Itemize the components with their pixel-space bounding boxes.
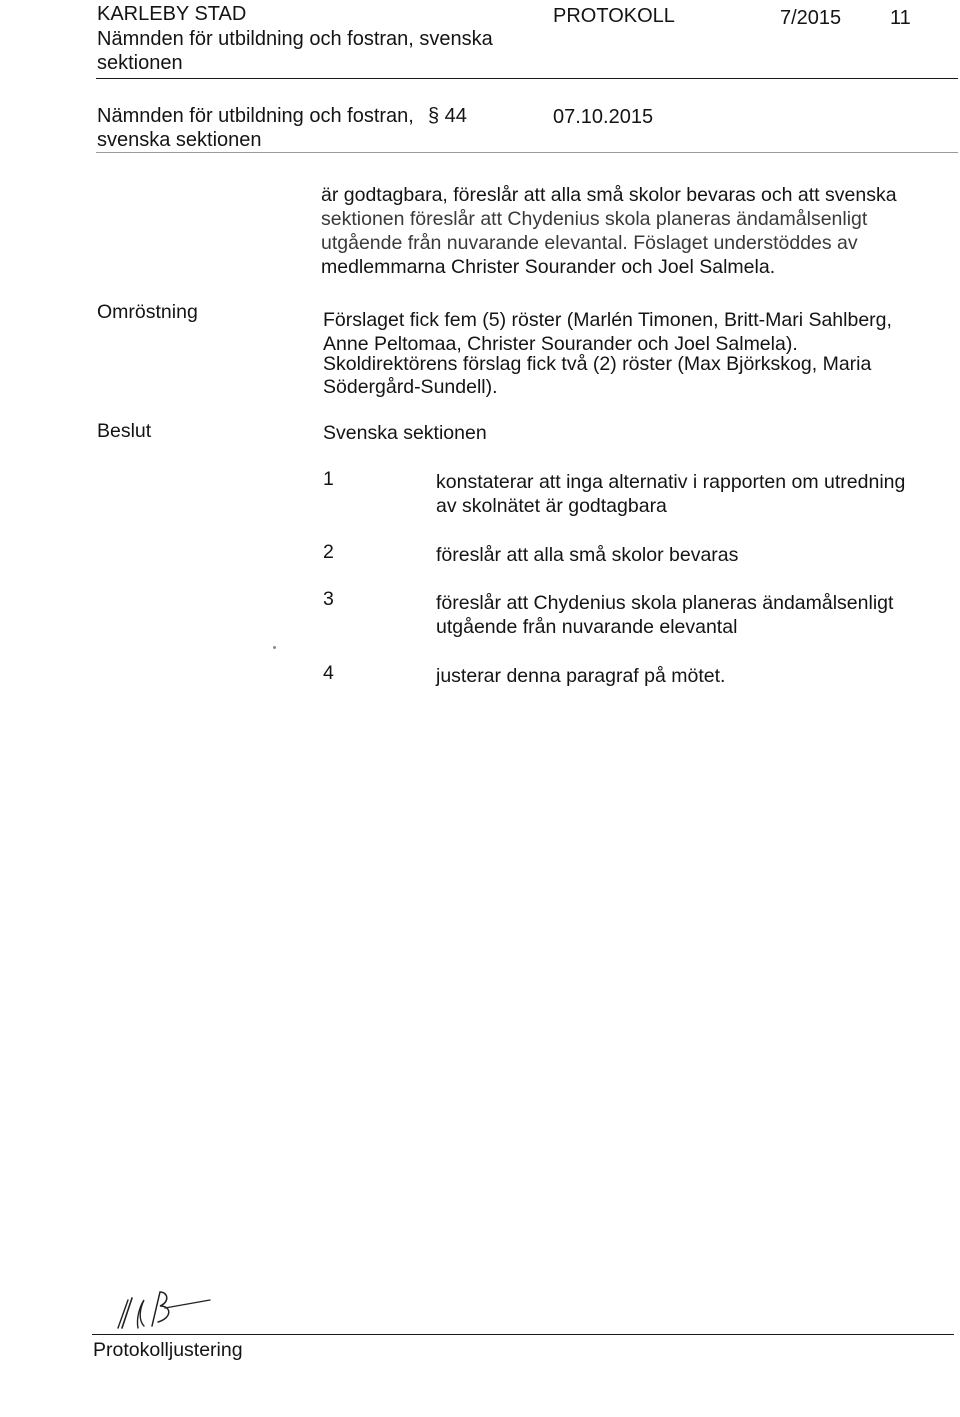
subheader-rule: [96, 152, 958, 153]
continuation-line: medlemmarna Christer Sourander och Joel Salmela.: [321, 256, 776, 278]
decision-item-number: 4: [323, 662, 334, 684]
decision-item-text: föreslår att Chydenius skola planeras ändamålsenligt: [436, 592, 894, 614]
decision-item-text: konstaterar att inga alternativ i rapporten om utredning: [436, 471, 906, 493]
decision-item-text: justerar denna paragraf på mötet.: [436, 665, 726, 687]
document-number: 7/2015: [780, 7, 842, 29]
signature-initials: [110, 1278, 230, 1338]
footer-label: Protokolljustering: [93, 1339, 243, 1361]
document-type: PROTOKOLL: [553, 5, 675, 27]
decision-item-number: 1: [323, 468, 334, 490]
scan-dot: [273, 646, 276, 649]
org-name: KARLEBY STAD: [97, 3, 247, 25]
vote-label: Omröstning: [97, 301, 198, 323]
section-mark: § 44: [428, 105, 467, 127]
continuation-line: utgående från nuvarande elevantal. Föslaget understöddes av: [321, 232, 858, 254]
decision-item-text: av skolnätet är godtagbara: [436, 495, 667, 517]
footer-rule: [92, 1334, 954, 1335]
continuation-line: sektionen föreslår att Chydenius skola planeras ändamålsenligt: [321, 208, 868, 230]
decision-label: Beslut: [97, 420, 152, 442]
section-body-line2: svenska sektionen: [97, 129, 262, 151]
meeting-date: 07.10.2015: [553, 106, 654, 128]
vote-line: Förslaget fick fem (5) röster (Marlén Timonen, Britt-Mari Sahlberg,: [323, 309, 892, 331]
section-body-line1: Nämnden för utbildning och fostran,: [97, 105, 414, 127]
decision-item-number: 2: [323, 541, 334, 563]
continuation-line: är godtagbara, föreslår att alla små skolor bevaras och att svenska: [321, 184, 897, 206]
vote-line: Södergård-Sundell).: [323, 376, 498, 398]
decision-intro: Svenska sektionen: [323, 422, 487, 444]
decision-item-text: utgående från nuvarande elevantal: [436, 616, 738, 638]
vote-line: Anne Peltomaa, Christer Sourander och Joel Salmela).: [323, 333, 798, 355]
vote-line: Skoldirektörens förslag fick två (2) röster (Max Björkskog, Maria: [323, 353, 872, 375]
page-number: 11: [890, 7, 911, 29]
header-rule: [96, 78, 958, 79]
decision-item-text: föreslår att alla små skolor bevaras: [436, 544, 739, 566]
decision-item-number: 3: [323, 588, 334, 610]
committee-name-line1: Nämnden för utbildning och fostran, svenska: [97, 28, 493, 50]
committee-name-line2: sektionen: [97, 52, 183, 74]
